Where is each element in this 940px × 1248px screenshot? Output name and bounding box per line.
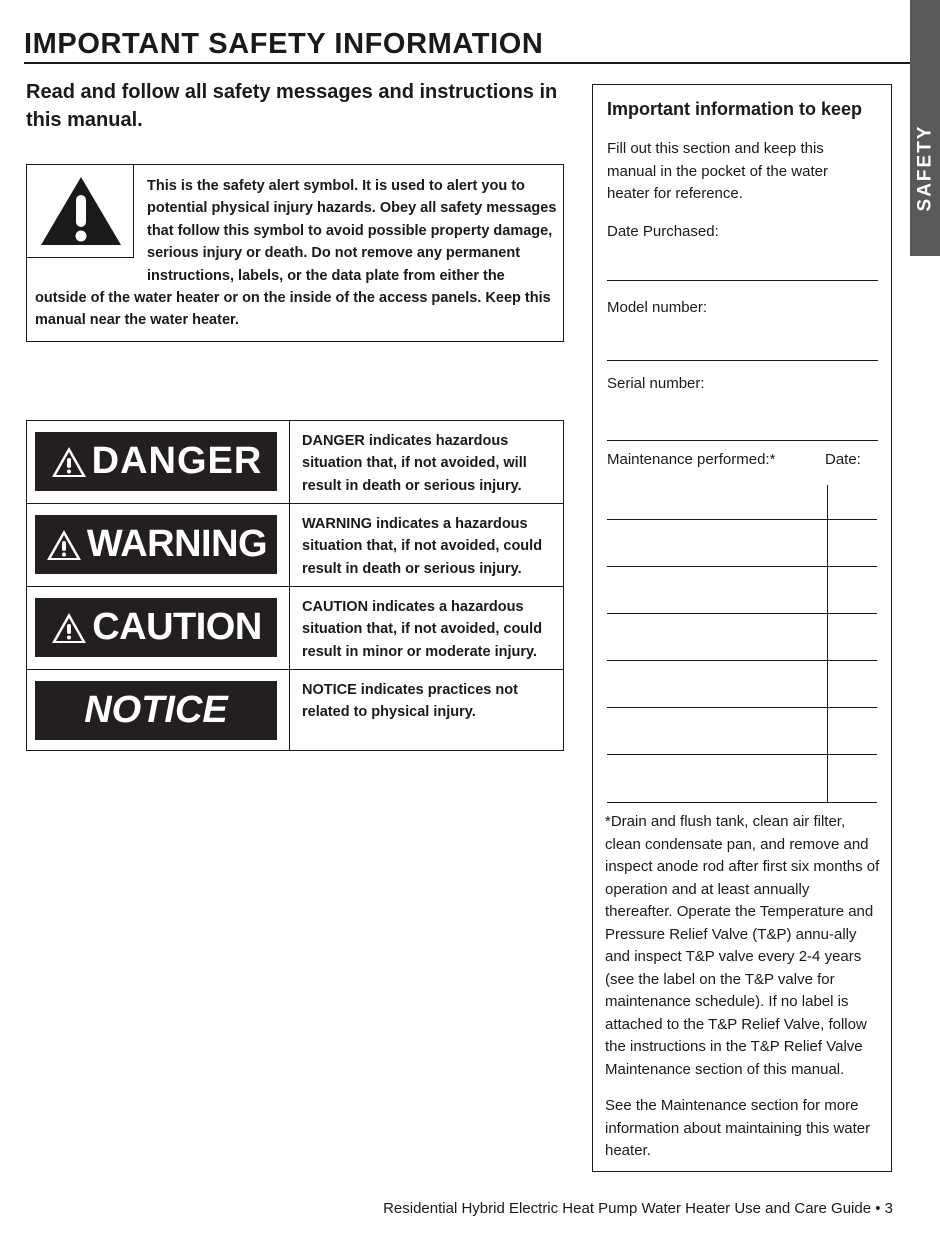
warning-description: WARNING indicates a hazardous situation that, if not avoided, could result in death or serious injury. bbox=[290, 504, 564, 587]
page-footer: Residential Hybrid Electric Heat Pump Water Heater Use and Care Guide • 3 bbox=[383, 1200, 893, 1217]
serial-number-label: Serial number: bbox=[607, 375, 705, 392]
maintenance-date-label: Date: bbox=[825, 451, 861, 468]
section-tab-label: SAFETY bbox=[914, 124, 936, 212]
date-purchased-label: Date Purchased: bbox=[607, 223, 719, 240]
safety-alert-text: This is the safety alert symbol. It is used to alert you to potential physical injury hazards. Obey all safety messages that follow this symbol to avoid possible property damage, serious injury or death. Do not remove any permanent instructions, labels, or the data plate from either the outside of the water heater or on the inside of the access panels. Keep this manual near the water heater. bbox=[35, 178, 557, 329]
alert-triangle-icon bbox=[45, 528, 83, 562]
maintenance-section-note: See the Maintenance section for more information about maintaining this water heater. bbox=[605, 1097, 871, 1159]
maintenance-row-line[interactable] bbox=[607, 519, 877, 520]
notice-description: NOTICE indicates practices not related to physical injury. bbox=[290, 670, 564, 751]
info-box-description: Fill out this section and keep this manual in the pocket of the water heater for reference. bbox=[607, 140, 828, 202]
safety-alert-box bbox=[26, 164, 564, 342]
maintenance-row-line[interactable] bbox=[607, 613, 877, 614]
caution-label bbox=[35, 598, 277, 657]
warning-label-text: WARNING bbox=[86, 523, 268, 565]
alert-triangle-icon bbox=[50, 611, 88, 645]
model-number-line[interactable] bbox=[607, 360, 878, 361]
danger-label bbox=[35, 432, 277, 491]
notice-label bbox=[35, 681, 277, 740]
maintenance-row-line[interactable] bbox=[607, 660, 877, 661]
warning-label bbox=[35, 515, 277, 574]
model-number-label: Model number: bbox=[607, 299, 708, 316]
signal-row-caution bbox=[27, 587, 564, 670]
danger-label-text: DANGER bbox=[91, 440, 263, 482]
intro-heading: Read and follow all safety messages and instructions in this manual. bbox=[26, 81, 558, 131]
serial-number-line[interactable] bbox=[607, 440, 878, 441]
signal-words-table bbox=[26, 420, 564, 751]
alert-triangle-icon bbox=[50, 445, 88, 479]
notice-label-text: NOTICE bbox=[84, 689, 228, 731]
maintenance-row-line[interactable] bbox=[607, 802, 877, 803]
maintenance-row-line[interactable] bbox=[607, 754, 877, 755]
important-info-box bbox=[592, 84, 892, 1172]
date-purchased-line[interactable] bbox=[607, 280, 878, 281]
maintenance-performed-label: Maintenance performed:* bbox=[607, 451, 776, 468]
maintenance-column-divider bbox=[827, 485, 828, 803]
maintenance-row-line[interactable] bbox=[607, 707, 877, 708]
maintenance-row-line[interactable] bbox=[607, 566, 877, 567]
safety-alert-text-block bbox=[35, 175, 557, 332]
title-rule bbox=[24, 62, 910, 64]
signal-row-warning bbox=[27, 504, 564, 587]
signal-row-notice bbox=[27, 670, 564, 751]
danger-description: DANGER indicates hazardous situation that, if not avoided, will result in death or serious injury. bbox=[290, 421, 564, 504]
info-box-title: Important information to keep bbox=[607, 99, 863, 119]
signal-row-danger bbox=[27, 421, 564, 504]
caution-label-text: CAUTION bbox=[92, 606, 262, 648]
section-tab bbox=[910, 0, 940, 256]
page-title: IMPORTANT SAFETY INFORMATION bbox=[24, 28, 544, 60]
maintenance-footnote: *Drain and flush tank, clean air filter, clean condensate pan, and remove and inspect anode rod after first six months of operation and at least annually thereafter. Operate the Temperature and Pressure Relief Valve (T&P) annu-ally and inspect T&P valve every 2-4 years (see the label on the T&P valve for maintenance schedule). If no label is attached to the T&P Relief Valve, follow the instructions in the T&P Relief Valve Maintenance section of this manual. bbox=[605, 813, 880, 1078]
caution-description: CAUTION indicates a hazardous situation that, if not avoided, could result in minor or moderate injury. bbox=[290, 587, 564, 670]
